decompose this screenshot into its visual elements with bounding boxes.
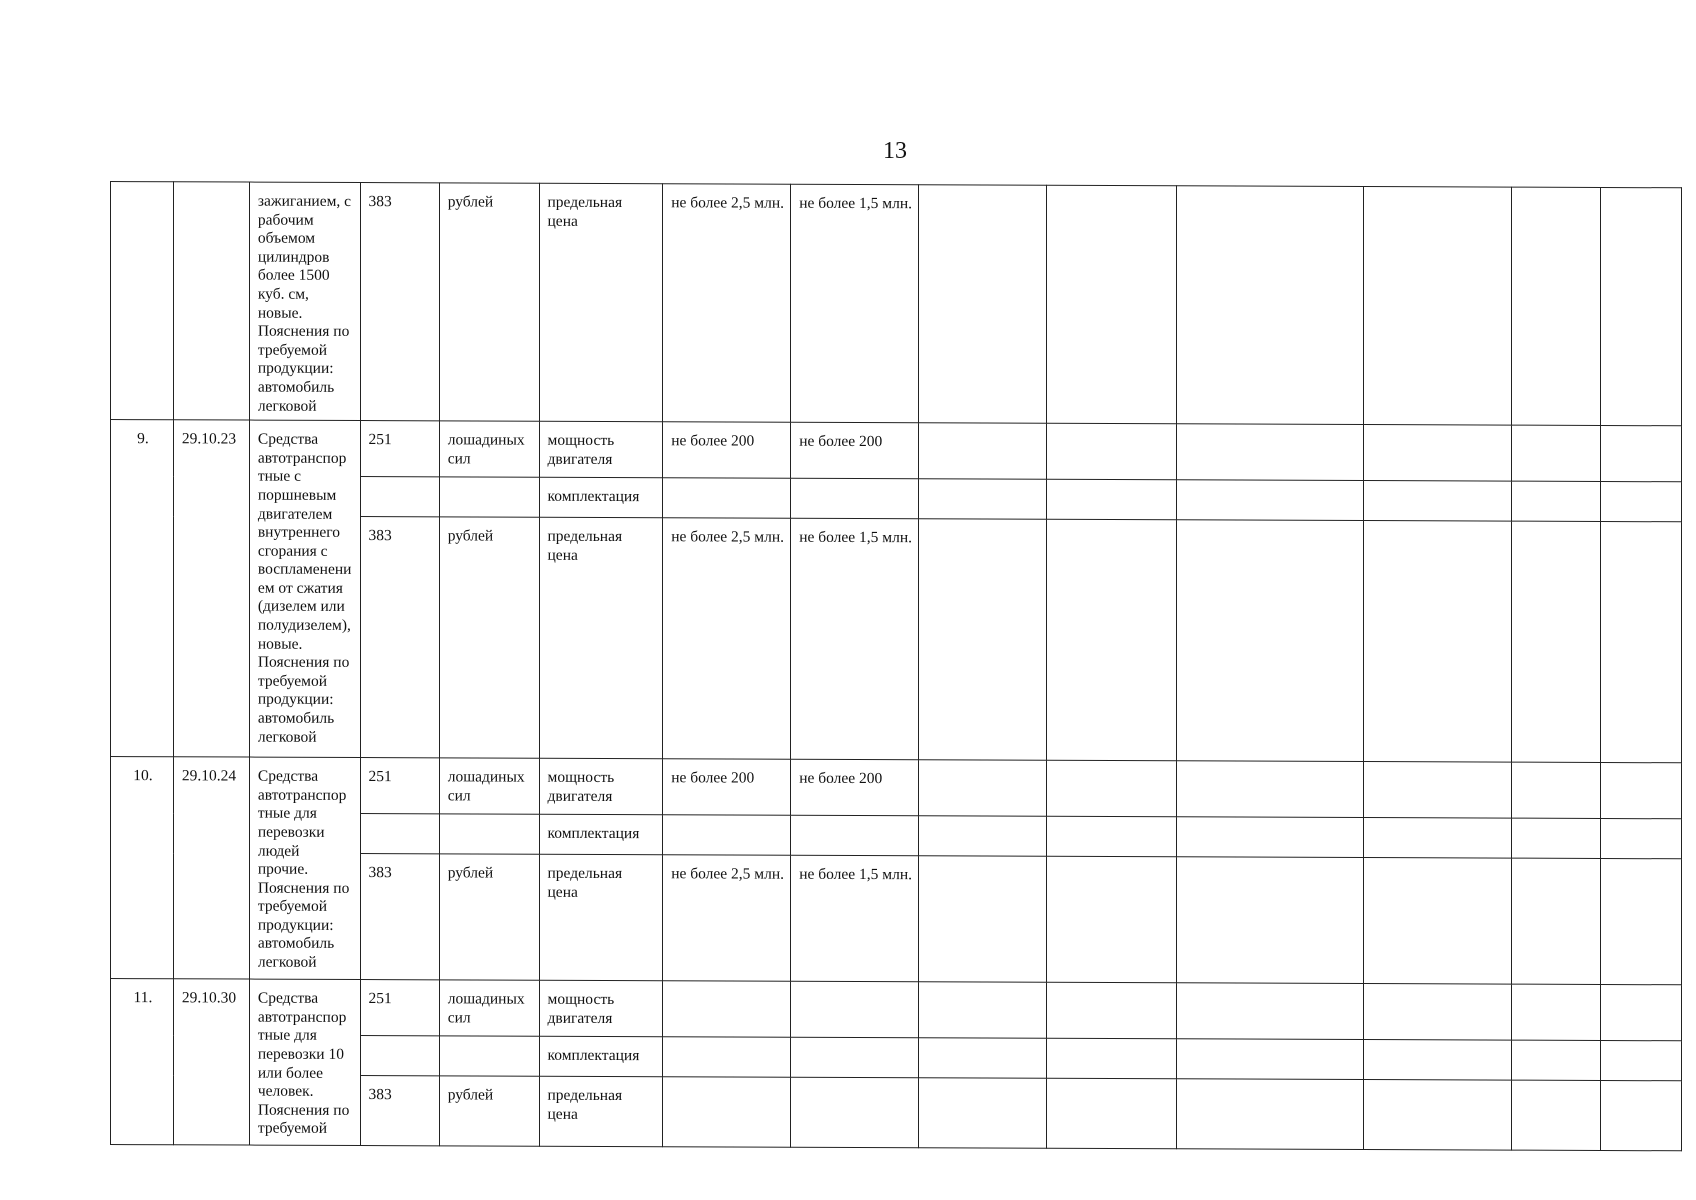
empty-cell (1047, 423, 1177, 480)
empty-cell (1364, 1040, 1512, 1081)
empty-cell (1177, 761, 1364, 818)
unit-name: лошадиных сил (439, 980, 539, 1036)
empty-cell (1600, 819, 1681, 859)
empty-cell (1364, 187, 1512, 426)
value-group1 (663, 815, 791, 856)
characteristic-name: мощность двигателя (539, 758, 663, 814)
value-group1 (663, 1077, 791, 1148)
requirements-table (110, 181, 1682, 1151)
empty-cell (1511, 984, 1600, 1040)
value-group1: не более 200 (663, 422, 791, 479)
characteristic-name: мощность двигателя (539, 980, 663, 1036)
okpd2-code: 29.10.30 (173, 979, 249, 1145)
unit-name: рублей (439, 183, 539, 422)
empty-cell (1047, 479, 1177, 520)
empty-cell (1177, 520, 1364, 762)
characteristic-name: комплектация (539, 814, 663, 854)
okei-code (360, 477, 439, 517)
empty-cell (1047, 856, 1177, 983)
okei-code: 383 (360, 854, 439, 980)
characteristic-name: предельная цена (539, 183, 663, 422)
characteristic-name: комплектация (539, 477, 663, 517)
empty-cell (1177, 817, 1364, 858)
okei-code (360, 1036, 439, 1076)
unit-name (439, 814, 539, 854)
okei-code (360, 814, 439, 854)
empty-cell (919, 856, 1047, 983)
empty-cell (919, 760, 1047, 817)
empty-cell (1364, 818, 1512, 859)
product-name: Средства автотранспор тные для перевозки 10 или более человек. Пояснения по требуемой (249, 979, 360, 1145)
empty-cell (1511, 187, 1600, 425)
empty-cell (1511, 1040, 1600, 1080)
empty-cell (1600, 1041, 1681, 1081)
okei-code: 383 (360, 1076, 439, 1146)
table-row (111, 182, 1682, 426)
empty-cell (919, 982, 1047, 1039)
value-group2 (791, 478, 919, 519)
table-row (111, 757, 1682, 819)
empty-cell (1047, 519, 1177, 761)
empty-cell (1177, 1079, 1364, 1150)
unit-name (439, 1036, 539, 1076)
empty-cell (1047, 982, 1177, 1039)
empty-cell (1177, 480, 1364, 521)
value-group1 (663, 1037, 791, 1078)
empty-cell (1600, 763, 1681, 819)
empty-cell (919, 1078, 1047, 1149)
row-number: 9. (111, 420, 174, 757)
value-group2 (791, 1077, 919, 1148)
value-group2: не более 1,5 млн. (791, 518, 919, 760)
empty-cell (1600, 985, 1681, 1041)
empty-cell (1177, 424, 1364, 481)
value-group2 (791, 1037, 919, 1078)
value-group2 (791, 981, 919, 1038)
empty-cell (1177, 857, 1364, 984)
empty-cell (1600, 482, 1681, 522)
value-group1: не более 200 (663, 759, 791, 816)
empty-cell (1047, 1078, 1177, 1149)
unit-name (439, 477, 539, 517)
okei-code: 383 (360, 517, 439, 758)
page-number: 13 (883, 138, 907, 164)
empty-cell (1600, 1081, 1681, 1151)
empty-cell (1600, 522, 1681, 763)
okei-code: 383 (360, 183, 439, 421)
empty-cell (1177, 983, 1364, 1040)
value-group1 (663, 981, 791, 1038)
empty-cell (1047, 185, 1177, 424)
empty-cell (919, 1038, 1047, 1079)
empty-cell (1364, 425, 1512, 482)
empty-cell (1511, 818, 1600, 858)
empty-cell (1177, 186, 1364, 425)
table-row (111, 979, 1682, 1041)
empty-cell (1600, 187, 1681, 425)
unit-name: лошадиных сил (439, 421, 539, 477)
empty-cell (1511, 425, 1600, 481)
value-group1: не более 2,5 млн. (663, 184, 791, 423)
empty-cell (1047, 816, 1177, 857)
empty-cell (919, 185, 1047, 424)
value-group2: не более 1,5 млн. (791, 855, 919, 982)
empty-cell (919, 423, 1047, 480)
value-group1: не более 2,5 млн. (663, 855, 791, 982)
empty-cell (919, 816, 1047, 857)
empty-cell (1600, 859, 1681, 985)
characteristic-name: предельная цена (539, 517, 663, 758)
value-group2: не более 200 (791, 759, 919, 816)
empty-cell (1511, 1080, 1600, 1150)
empty-cell (919, 519, 1047, 761)
unit-name: рублей (439, 1076, 539, 1146)
empty-cell (1364, 984, 1512, 1041)
table-row (111, 420, 1682, 482)
okpd2-code: 29.10.23 (173, 420, 249, 757)
empty-cell (1511, 762, 1600, 818)
empty-cell (1047, 1038, 1177, 1079)
empty-cell (1364, 521, 1512, 763)
characteristic-name: комплектация (539, 1036, 663, 1076)
okei-code: 251 (360, 758, 439, 814)
empty-cell (1364, 1080, 1512, 1151)
unit-name: лошадиных сил (439, 758, 539, 814)
empty-cell (1047, 760, 1177, 817)
empty-cell (1177, 1039, 1364, 1080)
value-group2: не более 1,5 млн. (791, 184, 919, 423)
characteristic-name: предельная цена (539, 1076, 663, 1146)
product-name: зажиганием, с рабочим объемом цилиндров более 1500 куб. см, новые. Пояснения по требуемой продукции: автомобиль легковой (249, 182, 360, 421)
product-name: Средства автотранспор тные для перевозки людей прочие. Пояснения по требуемой продукции: автомобиль легковой (249, 757, 360, 979)
value-group2 (791, 815, 919, 856)
row-number: 10. (111, 757, 174, 979)
empty-cell (1511, 858, 1600, 984)
product-name: Средства автотранспор тные с поршневым двигателем внутреннего сгорания с воспламенени ем от сжатия (дизелем или полудизелем), новые. Пояснения по требуемой продукции: автомобиль легковой (249, 420, 360, 757)
okei-code: 251 (360, 421, 439, 477)
empty-cell (1600, 426, 1681, 482)
empty-cell (1511, 481, 1600, 521)
okei-code: 251 (360, 980, 439, 1036)
unit-name: рублей (439, 854, 539, 980)
value-group1 (663, 478, 791, 519)
characteristic-name: мощность двигателя (539, 421, 663, 477)
unit-name: рублей (439, 517, 539, 758)
empty-cell (1364, 858, 1512, 985)
row-number (111, 182, 174, 420)
characteristic-name: предельная цена (539, 854, 663, 980)
okpd2-code (173, 182, 249, 420)
okpd2-code: 29.10.24 (173, 757, 249, 979)
empty-cell (1511, 521, 1600, 762)
empty-cell (1364, 762, 1512, 819)
empty-cell (919, 479, 1047, 520)
value-group2: не более 200 (791, 422, 919, 479)
empty-cell (1364, 481, 1512, 522)
row-number: 11. (111, 979, 174, 1145)
value-group1: не более 2,5 млн. (663, 518, 791, 760)
